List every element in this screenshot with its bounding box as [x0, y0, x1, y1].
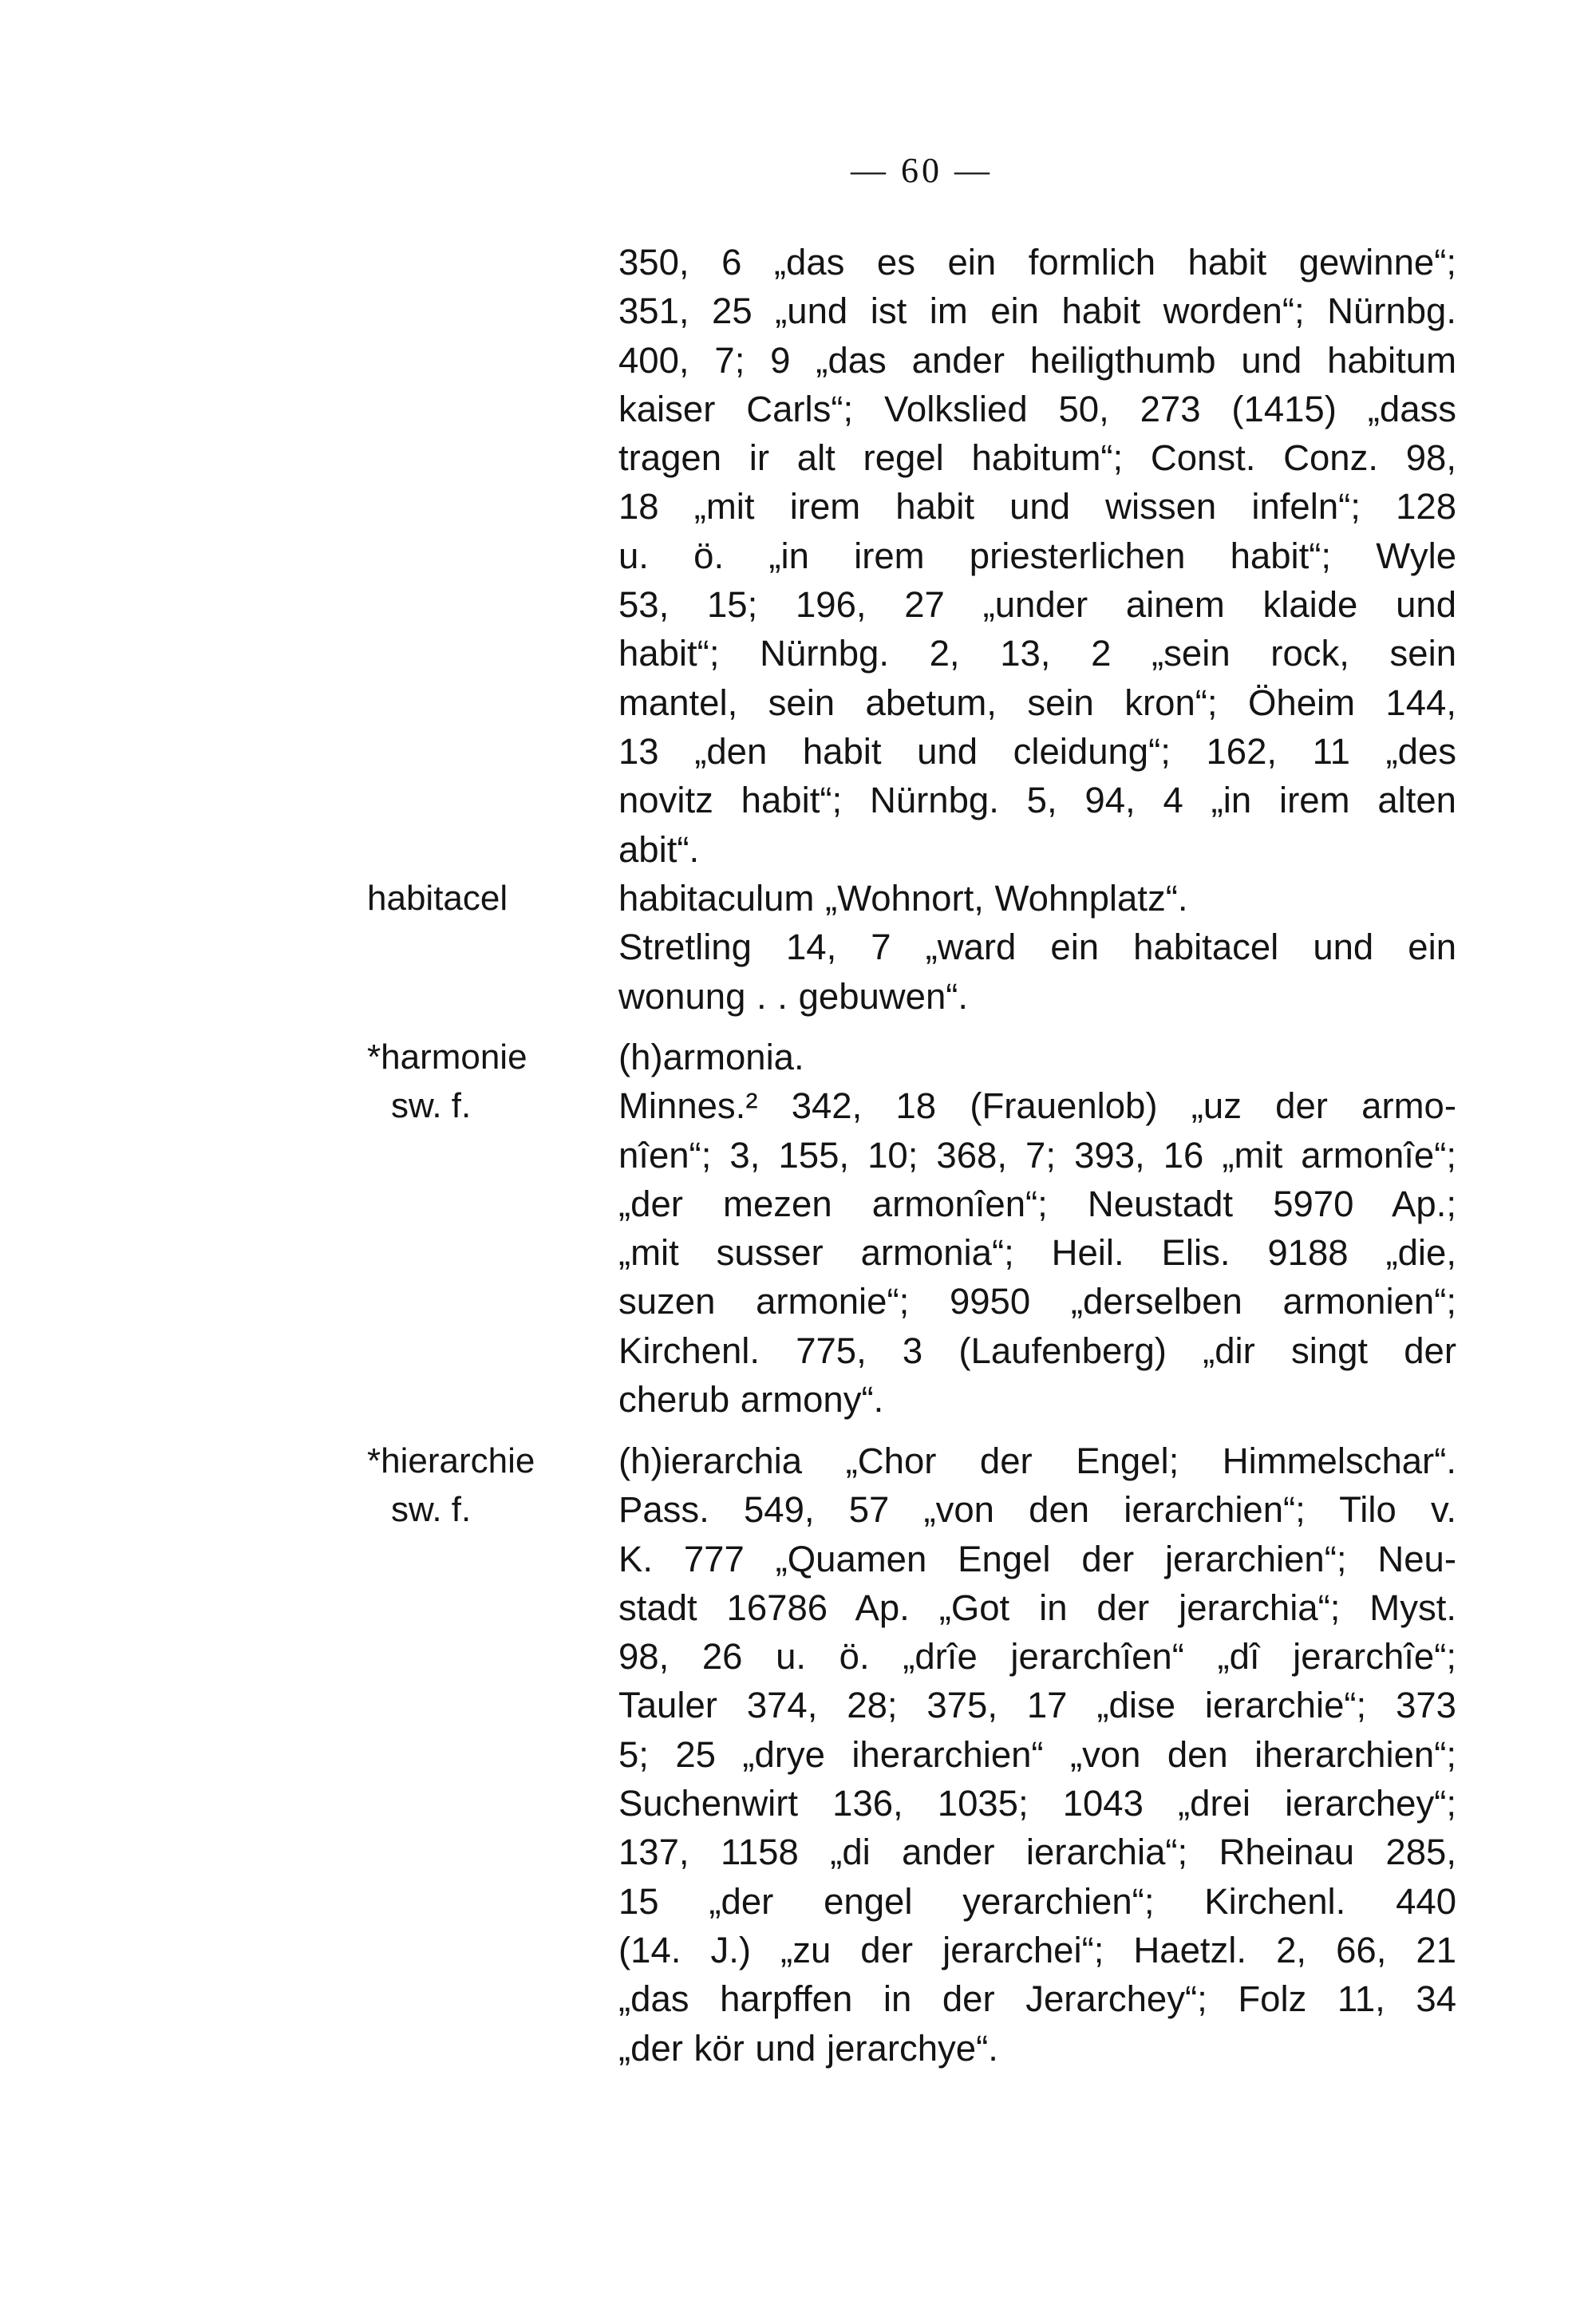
text-line: tragen ir alt regel habitum“; Const. Conz. 98,: [618, 437, 1456, 479]
text-line: 15 „der engel yerarchien“; Kirchenl. 440: [618, 1880, 1456, 1922]
text-line: suzen armonie“; 9950 „derselben armonien“;: [618, 1281, 1456, 1322]
text-line: „das harpffen in der Jerarchey“; Folz 11, 34: [618, 1978, 1456, 2020]
headword-label: habitacel: [367, 879, 508, 918]
text-line: 18 „mit irem habit und wissen infeln“; 128: [618, 486, 1456, 528]
continuation-text: [618, 238, 1456, 874]
text-line: 5; 25 „drye iherarchien“ „von den iherarchien“;: [618, 1733, 1456, 1775]
entry-text: [618, 1033, 1456, 1424]
text-line: 351, 25 „und ist im ein habit worden“; Nürnbg.: [618, 290, 1456, 332]
text-line: (h)ierarchia „Chor der Engel; Himmelschar“.: [618, 1441, 1456, 1481]
entry-text: [618, 1437, 1456, 2073]
text-line: 350, 6 „das es ein formlich habit gewinne“;: [618, 242, 1456, 283]
text-line: 400, 7; 9 „das ander heiligthumb und habitum: [618, 339, 1456, 381]
headword-label: *harmonie: [367, 1037, 527, 1077]
text-line: Tauler 374, 28; 375, 17 „dise ierarchie“; 373: [618, 1685, 1456, 1726]
text-line: „der kör und jerarchye“.: [618, 2027, 998, 2069]
text-line: habit“; Nürnbg. 2, 13, 2 „sein rock, sein: [618, 633, 1456, 674]
headword: [367, 1437, 583, 1534]
text-line: (14. J.) „zu der jerarchei“; Haetzl. 2, 66, 21: [618, 1929, 1456, 1970]
text-line: K. 777 „Quamen Engel der jerarchien“; Neu-: [618, 1538, 1456, 1579]
text-line: cherub armony“.: [618, 1379, 884, 1421]
text-line: wonung . . gebuwen“.: [618, 975, 969, 1017]
text-line: 137, 1158 „di ander ierarchia“; Rheinau 285,: [618, 1832, 1456, 1873]
text-line: mantel, sein abetum, sein kron“; Öheim 144,: [618, 682, 1456, 723]
headword: [367, 1033, 583, 1130]
grammar-label: sw. f.: [391, 1490, 472, 1529]
text-line: Kirchenl. 775, 3 (Laufenberg) „dir singt der: [618, 1330, 1456, 1371]
text-line: kaiser Carls“; Volkslied 50, 273 (1415) „dass: [618, 388, 1456, 429]
text-line: u. ö. „in irem priesterlichen habit“; Wyle: [618, 535, 1456, 576]
page-number: — 60 —: [851, 151, 993, 190]
text-line: Minnes.² 342, 18 (Frauenlob) „uz der armo-: [618, 1085, 1456, 1127]
text-line: 98, 26 u. ö. „drîe jerarchîen“ „dî jerarchîe“;: [618, 1636, 1456, 1678]
text-line: novitz habit“; Nürnbg. 5, 94, 4 „in irem alten: [618, 780, 1456, 821]
grammar-label: sw. f.: [391, 1086, 472, 1125]
headword-label: *hierarchie: [367, 1441, 535, 1480]
entry-text: [618, 874, 1456, 1021]
text-line: „mit susser armonia“; Heil. Elis. 9188 „die,: [618, 1232, 1456, 1274]
text-line: „der mezen armonîen“; Neustadt 5970 Ap.;: [618, 1183, 1456, 1224]
text-line: nîen“; 3, 155, 10; 368, 7; 393, 16 „mit armonîe“;: [618, 1134, 1456, 1176]
text-line: stadt 16786 Ap. „Got in der jerarchia“; Myst.: [618, 1587, 1456, 1628]
text-line: Pass. 549, 57 „von den ierarchien“; Tilo v.: [618, 1489, 1456, 1531]
text-line: Stretling 14, 7 „ward ein habitacel und ein: [618, 927, 1456, 968]
text-line: habitaculum „Wohnort, Wohnplatz“.: [618, 878, 1188, 919]
text-line: 53, 15; 196, 27 „under ainem klaide und: [618, 584, 1456, 626]
text-line: Suchenwirt 136, 1035; 1043 „drei ierarchey“;: [618, 1783, 1456, 1824]
text-line: (h)armonia.: [618, 1037, 804, 1077]
text-line: abit“.: [618, 828, 700, 870]
headword: [367, 874, 583, 923]
text-line: 13 „den habit und cleidung“; 162, 11 „des: [618, 730, 1456, 772]
